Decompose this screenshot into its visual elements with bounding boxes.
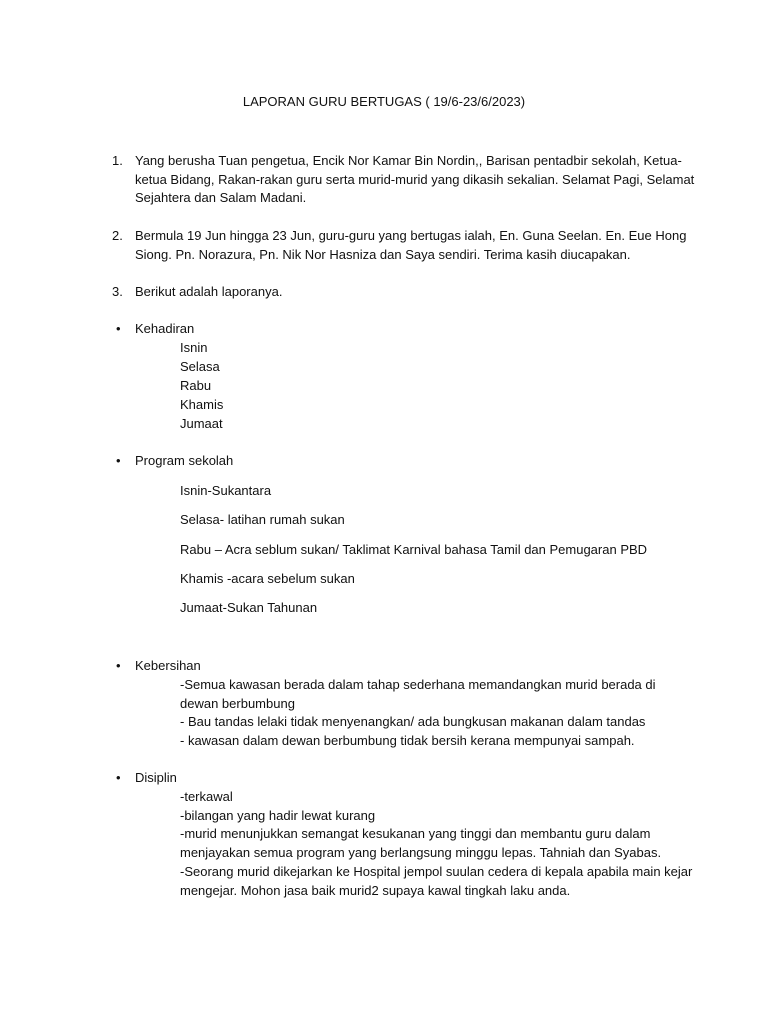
- disiplin-line: -bilangan yang hadir lewat kurang: [180, 808, 376, 823]
- bullet-icon: •: [116, 770, 121, 785]
- document-title: LAPORAN GURU BERTUGAS ( 19/6-23/6/2023): [242, 94, 526, 109]
- section-title: Disiplin: [135, 770, 177, 785]
- paragraph-line: ketua Bidang, Rakan-rakan guru serta murid-murid yang dikasih sekalian. Selamat Pagi, Selamat: [135, 171, 695, 187]
- paragraph-line: Bermula 19 Jun hingga 23 Jun, guru-guru yang bertugas ialah, En. Guna Seelan. En. Eue Hong: [135, 228, 687, 243]
- bullet-icon: •: [116, 453, 121, 468]
- item-paragraph: [135, 283, 680, 302]
- day-item: Selasa: [180, 359, 220, 374]
- kebersihan-line: dewan berbumbung: [180, 696, 295, 711]
- paragraph-line: Sejahtera dan Salam Madani.: [135, 190, 307, 205]
- program-item: Rabu – Acra seblum sukan/ Taklimat Karnival bahasa Tamil dan Pemugaran PBD: [180, 542, 648, 557]
- disiplin-line: -terkawal: [180, 789, 233, 804]
- item-number: 1.: [112, 153, 123, 168]
- disiplin-line: -Seorang murid dikejarkan ke Hospital jempol suulan cedera di kepala apabila main kejar: [180, 864, 693, 879]
- section-title: Kebersihan: [135, 658, 201, 673]
- section-title: Program sekolah: [135, 453, 234, 468]
- program-item: Isnin-Sukantara: [180, 483, 272, 498]
- section-title: Kehadiran: [135, 321, 195, 336]
- bullet-icon: •: [116, 658, 121, 673]
- program-item: Jumaat-Sukan Tahunan: [180, 600, 318, 615]
- disiplin-line: mengejar. Mohon jasa baik murid2 supaya kawal tingkah laku anda.: [180, 883, 571, 898]
- kebersihan-line: - kawasan dalam dewan berbumbung tidak bersih kerana mempunyai sampah.: [180, 733, 635, 748]
- item-paragraph: [135, 227, 687, 264]
- disiplin-line: -murid menunjukkan semangat kesukanan yang tinggi dan membantu guru dalam: [180, 826, 651, 841]
- paragraph-line: Yang berusha Tuan pengetua, Encik Nor Kamar Bin Nordin,, Barisan pentadbir sekolah, Ketua-: [135, 153, 682, 168]
- item-number: 3.: [112, 284, 123, 299]
- item-number: 2.: [112, 228, 123, 243]
- day-item: Jumaat: [180, 416, 223, 431]
- day-item: Isnin: [180, 340, 208, 355]
- day-item: Rabu: [180, 378, 212, 393]
- day-item: Khamis: [180, 397, 224, 412]
- bullet-icon: •: [116, 321, 121, 336]
- paragraph-line: Siong. Pn. Norazura, Pn. Nik Nor Hasniza dan Saya sendiri. Terima kasih diucapakan.: [135, 246, 631, 262]
- kebersihan-line: - Bau tandas lelaki tidak menyenangkan/ ada bungkusan makanan dalam tandas: [180, 714, 646, 729]
- kebersihan-line: -Semua kawasan berada dalam tahap sederhana memandangkan murid berada di: [180, 677, 656, 692]
- program-item: Selasa- latihan rumah sukan: [180, 512, 345, 527]
- disiplin-line: menjayakan semua program yang berlangsung minggu lepas. Tahniah dan Syabas.: [180, 845, 662, 860]
- paragraph-line: Berikut adalah laporanya.: [135, 284, 283, 299]
- item-paragraph: [135, 152, 695, 208]
- program-item: Khamis -acara sebelum sukan: [180, 571, 355, 586]
